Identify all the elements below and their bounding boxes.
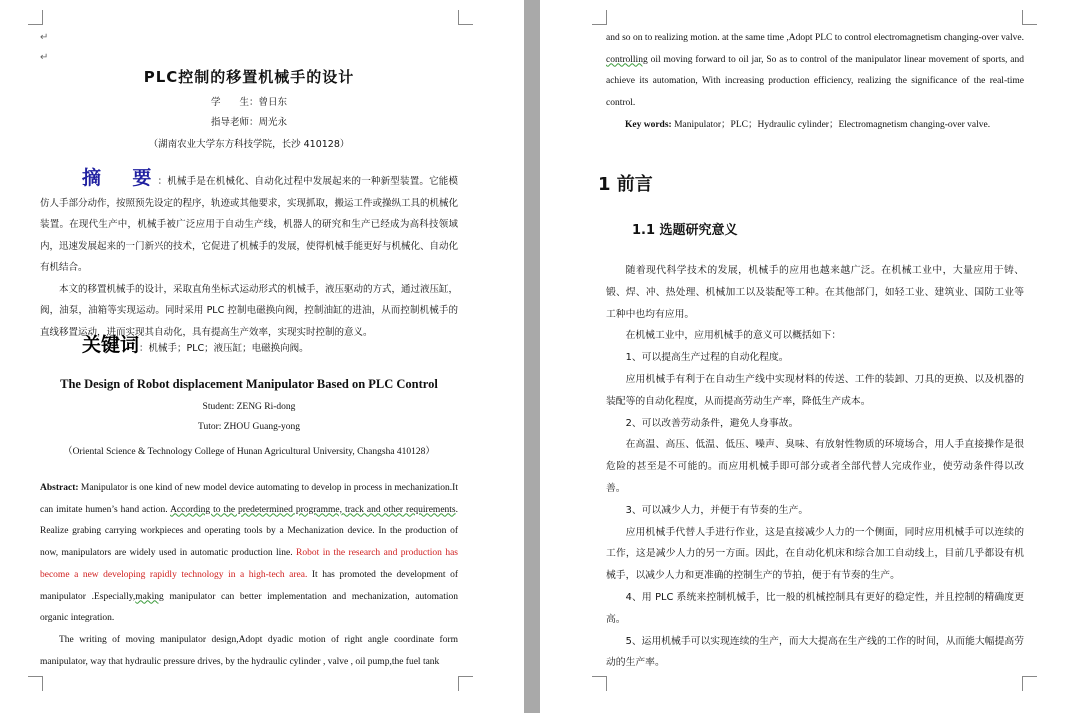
- abstract-en-highlight: Robot in the research and production has become a new developing rapidly technology in a high-tech area.: [40, 548, 458, 580]
- body-paragraph: 在高温、高压、低温、低压、噪声、臭味、有放射性物质的环境场合，用人手直接操作是很危险的甚至是不可能的。而应用机械手即可部分或者全部代替人完成作业，使劳动条件得以改善。: [606, 439, 1024, 494]
- abstract-cn: [40, 168, 458, 343]
- paper-title-cn: PLC控制的移置机械手的设计: [143, 68, 355, 86]
- body-paragraph: 5、运用机械手可以实现连续的生产，而大大提高在生产线的工作的时间，从而能大幅提高劳动的生产率。: [606, 635, 1024, 669]
- body-paragraph: 3、可以减少人力，并便于有节奏的生产。: [625, 504, 809, 516]
- abstract-en-text: Manipulator is one kind of new model device automating to develop in process in mechanization.It can imitate humen’s hand action.: [40, 483, 458, 515]
- body-paragraph: 1、可以提高生产过程的自动化程度。: [625, 352, 789, 364]
- abstract-en-text: manipulator can better implementation and mechanization, automation organic integration.: [40, 591, 459, 624]
- body-paragraph: 4、用 PLC 系统来控制机械手，比一般的机械控制具有更好的稳定性，并且控制的精确度更高。: [606, 591, 1024, 625]
- abstract-en-text: It has promoted the development of manipulator .Especially,: [40, 569, 458, 602]
- crop-mark: [592, 676, 607, 691]
- abstract-p2-cn: 本文的移置机械手的设计，采取直角坐标式运动形式的机械手，液压驱动的方式，通过液压缸，阀，油泵，油箱等实现运动。同时采用 PLC 控制电磁换向阀，控制油缸的进油，从而控制机械手的直线移置运动，进而实现其自动化，具有提高生产效率，实现实时控制的意义。: [40, 283, 459, 338]
- grammar-flag: making: [135, 591, 164, 602]
- keywords-cn: [40, 330, 458, 357]
- abstract-en-text: . Realize grabing carrying workpieces and operating tools by a Mechanization device. In the production of now, manipulators are widely used in automatic production line.: [40, 504, 458, 559]
- abstract-en-continued: [606, 28, 1024, 137]
- paper-title-en: The Design of Robot displacement Manipulator Based on PLC Control: [60, 377, 438, 391]
- abstract-en-text: and so on to realizing motion. at the same time ,Adopt PLC to control electromagnetism changing-over valve.: [606, 33, 1024, 43]
- student-en: Student: ZENG Ri-dong: [202, 402, 296, 412]
- keywords-label-en: Key words:: [625, 119, 672, 130]
- abstract-en-text: oil moving forward to oil jar, So as to control of the manipulator linear movement of sports, and achieve its automation, With increasing production efficiency, realizing the significance of the real-time control.: [606, 54, 1024, 109]
- crop-mark: [458, 676, 473, 691]
- paragraph-mark-icon: ↵: [40, 52, 49, 63]
- crop-mark: [1022, 676, 1037, 691]
- paragraph-mark-icon: ↵: [40, 32, 49, 43]
- body-paragraph: 在机械工业中，应用机械手的意义可以概括如下：: [625, 330, 842, 342]
- crop-mark: [28, 10, 43, 25]
- tutor-en: Tutor: ZHOU Guang-yong: [197, 422, 301, 432]
- affiliation-en: （Oriental Science & Technology College of Hunan Agricultural University, Changsha 410128）: [63, 447, 435, 457]
- heading-1-1: 1.1 选题研究意义: [632, 223, 738, 238]
- keywords-label-cn: 关键词: [82, 334, 140, 356]
- body-paragraph: 随着现代科学技术的发展，机械手的应用也越来越广泛。在机械工业中，大量应用于铸、锻、焊、冲、热处理、机械加工以及装配等工种。在其他部门，如轻工业、建筑业、国防工业等工种中也均有应用。: [606, 265, 1024, 320]
- student-cn: 学 生：曾日东: [210, 97, 287, 108]
- crop-mark: [28, 676, 43, 691]
- body-paragraph: 应用机械手代替人手进行作业，这是直接减少人力的一个侧面，同时应用机械手可以连续的工作，这是减少人力的另一方面。因此，在自动化机床和综合加工自动线上，目前几乎都设有机械手，以减少人力和更准确的控制生产的节拍，便于有节奏的生产。: [606, 526, 1024, 582]
- crop-mark: [1022, 10, 1037, 25]
- crop-mark: [458, 10, 473, 25]
- page-gutter: [524, 0, 540, 713]
- keywords-text-en: Manipulator；PLC；Hydraulic cylinder；Electromagnetism changing-over valve.: [671, 119, 991, 130]
- keywords-text-cn: ：机械手；PLC；液压缸；电磁换向阀。: [139, 343, 309, 354]
- abstract-en-p2: The writing of moving manipulator design,Adopt dyadic motion of right angle coordinate form manipulator, way that hydraulic pressure drives, by the hydraulic cylinder , valve , oil pump,the fuel tank: [40, 634, 458, 667]
- abstract-p1-cn: ：机械手是在机械化、自动化过程中发展起来的一种新型装置。它能模仿人手部分动作，按照预先设定的程序，轨迹或其他要求，实现抓取，搬运工件或操纵工具的机械化装置。在现代生产中，机械手被广泛应用于自动生产线，机器人的研究和生产已经成为高科技领域内，迅速发展起来的一门新兴的技术，它促进了机械手的发展，使得机械手能更好与机械化、自动化有机结合。: [40, 176, 459, 273]
- body-paragraph: 2、可以改善劳动条件，避免人身事故。: [625, 417, 799, 429]
- crop-mark: [592, 10, 607, 25]
- affiliation-cn: （湖南农业大学东方科技学院，长沙 410128）: [148, 139, 350, 150]
- grammar-flag: According to the predetermined programme, track and other requirements: [170, 504, 456, 515]
- abstract-label-en: Abstract:: [40, 483, 79, 493]
- body-paragraph: 应用机械手有利于在自动生产线中实现材料的传送、工件的装卸、刀具的更换、以及机器的装配等的自动化程度，从而提高劳动生产率，降低生产成本。: [606, 373, 1024, 407]
- section-body: [606, 260, 1024, 674]
- grammar-flag: controlling: [606, 54, 648, 65]
- abstract-en: [40, 478, 458, 673]
- tutor-cn: 指导老师：周光永: [210, 117, 287, 128]
- abstract-label-cn: 摘 要: [82, 167, 158, 189]
- heading-1: 1 前言: [598, 174, 653, 195]
